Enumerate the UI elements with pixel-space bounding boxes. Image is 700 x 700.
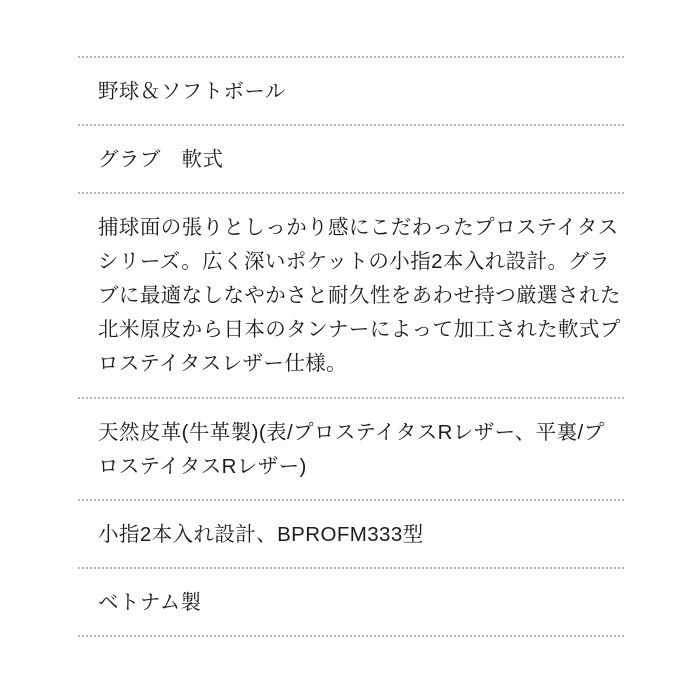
spec-row-origin: [78, 567, 624, 637]
spec-model-text: 小指2本入れ設計、BPROFM333型: [98, 522, 424, 546]
spec-origin-text: ベトナム製: [98, 591, 202, 615]
spec-row-category: [78, 56, 624, 124]
spec-row-description: [78, 192, 624, 397]
spec-description-text: 捕球面の張りとしっかり感にこだわったプロステイタスシリーズ。広く深いポケットの小指2本入れ設計。グラブに最適なしなやかさと耐久性をあわせ持つ厳選された北米原皮から日本のタンナーによって加工された軟式プロステイタスレザー仕様。: [98, 216, 621, 376]
spec-row-model: [78, 499, 624, 567]
spec-row-product-type: [78, 124, 624, 192]
spec-row-material: [78, 397, 624, 498]
spec-material-text: 天然皮革(牛革製)(表/プロステイタスRレザー、平裏/プロステイタスRレザー): [98, 421, 605, 478]
spec-product-type-text: グラブ 軟式: [98, 148, 224, 172]
spec-table: [78, 56, 624, 637]
spec-category-text: 野球＆ソフトボール: [98, 80, 286, 103]
